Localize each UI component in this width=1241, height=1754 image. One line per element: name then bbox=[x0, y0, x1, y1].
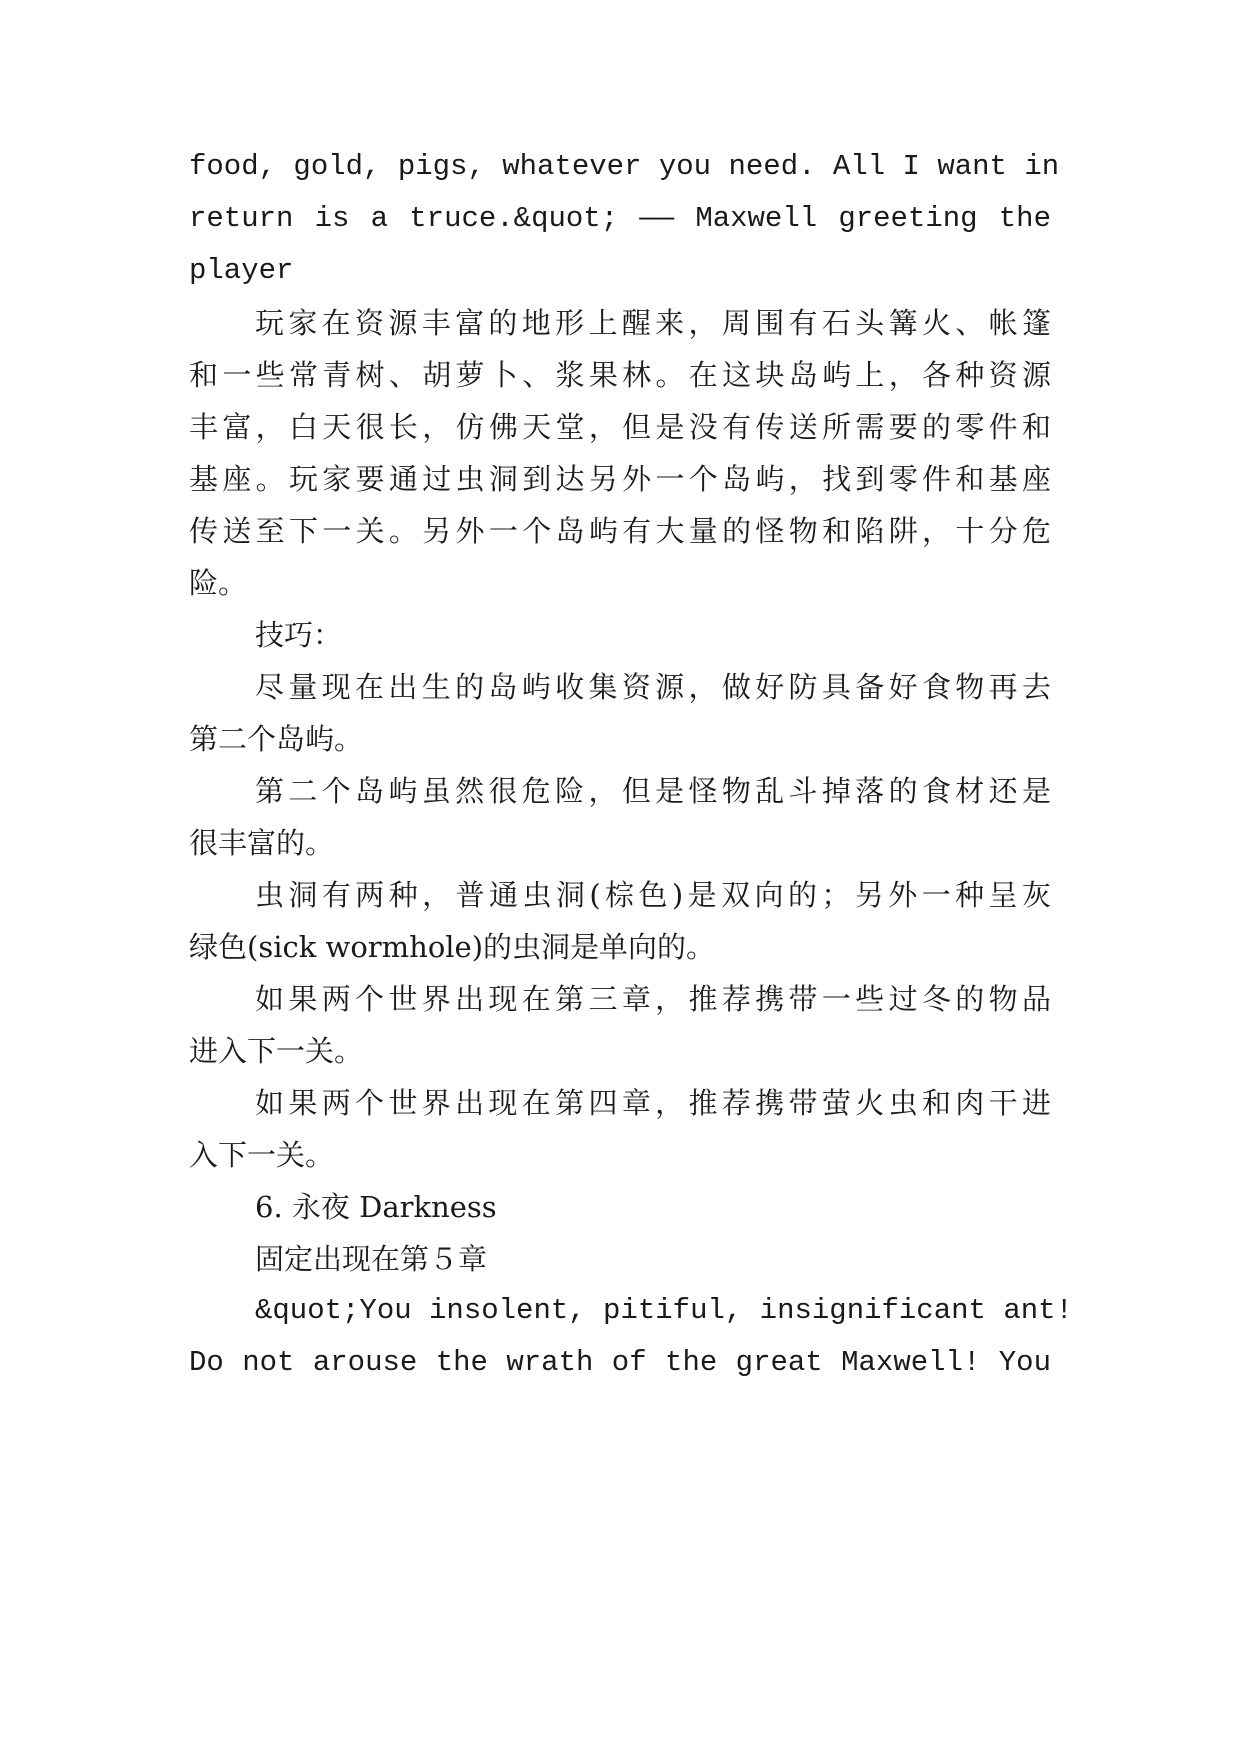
text-line: 第二个岛屿虽然很危险，但是怪物乱斗掉落的食材还是 bbox=[255, 774, 1051, 808]
text-line: 虫洞有两种，普通虫洞(棕色)是双向的；另外一种呈灰 bbox=[255, 878, 1051, 912]
text-line: 玩家在资源丰富的地形上醒来，周围有石头篝火、帐篷 bbox=[255, 306, 1051, 340]
text-line: 如果两个世界出现在第三章，推荐携带一些过冬的物品 bbox=[255, 982, 1051, 1016]
text-line: 和一些常青树、胡萝卜、浆果林。在这块岛屿上，各种资源 bbox=[189, 358, 1051, 392]
text-line: 传送至下一关。另外一个岛屿有大量的怪物和陷阱，十分危 bbox=[189, 514, 1051, 548]
text-line: food, gold, pigs, whatever you need. All I want in bbox=[189, 150, 1060, 183]
text-line: 绿色(sick wormhole)的虫洞是单向的。 bbox=[189, 930, 716, 964]
text-line: 险。 bbox=[189, 566, 248, 600]
text-line: 固定出现在第５章 bbox=[255, 1242, 488, 1276]
text-line: 很丰富的。 bbox=[189, 826, 335, 860]
text-line: 基座。玩家要通过虫洞到达另外一个岛屿，找到零件和基座 bbox=[189, 462, 1051, 496]
text-line: 技巧： bbox=[255, 618, 343, 652]
text-line: 尽量现在出生的岛屿收集资源，做好防具备好食物再去 bbox=[255, 670, 1051, 704]
text-line: 进入下一关。 bbox=[189, 1034, 364, 1068]
text-line: Do not arouse the wrath of the great Maxwell! You bbox=[189, 1346, 1051, 1379]
text-line: 入下一关。 bbox=[189, 1138, 335, 1172]
text-line: 丰富，白天很长，仿佛天堂，但是没有传送所需要的零件和 bbox=[189, 410, 1051, 444]
text-line: player bbox=[189, 254, 294, 287]
text-line: 第二个岛屿。 bbox=[189, 722, 364, 756]
text-line: return is a truce.&quot; —— Maxwell greeting the bbox=[189, 202, 1051, 235]
text-line: 如果两个世界出现在第四章，推荐携带萤火虫和肉干进 bbox=[255, 1086, 1051, 1120]
section-heading: 6. 永夜 Darkness bbox=[255, 1190, 497, 1224]
text-line: &quot;You insolent, pitiful, insignificant ant! bbox=[255, 1294, 1073, 1327]
